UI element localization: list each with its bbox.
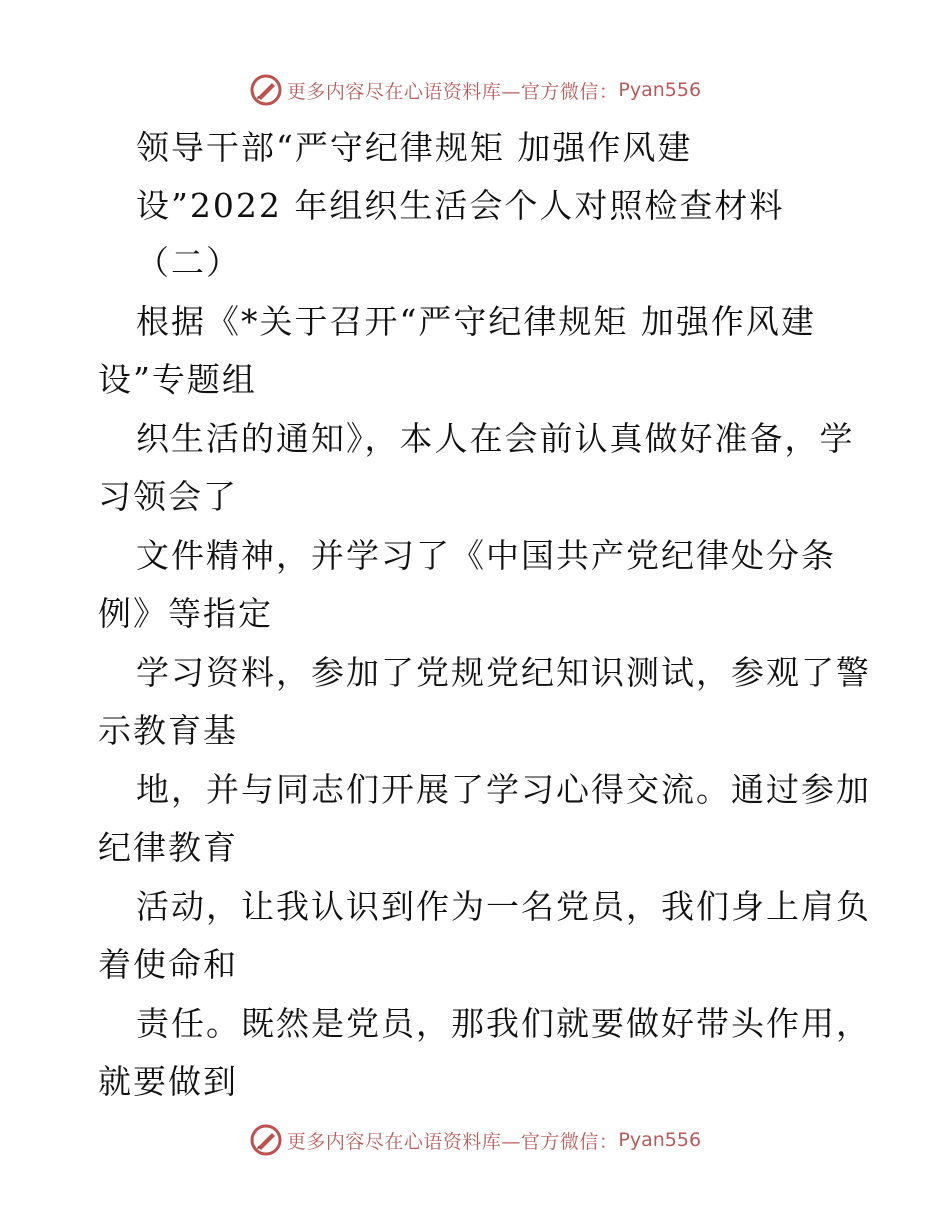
title-line-3: （二）: [136, 243, 241, 282]
header-banner: [0, 70, 950, 110]
body-line: 习领会了: [98, 477, 238, 516]
body-line: 纪律教育: [98, 828, 238, 867]
body-line: 地，并与同志们开展了学习心得交流。通过参加: [136, 770, 871, 809]
body-line: 设”专题组: [98, 360, 257, 399]
body-line: 示教育基: [98, 711, 238, 750]
banner-text: 更多内容尽在心语资料库—官方微信：: [286, 80, 619, 103]
title-line-1: 领导干部“严守纪律规矩 加强作风建: [136, 128, 693, 167]
body-line: 文件精神，并学习了《中国共产党纪律处分条: [136, 536, 836, 575]
body-line: 责任。既然是党员，那我们就要做好带头作用，: [136, 1004, 871, 1043]
body-line: 例》等指定: [98, 594, 273, 633]
title-line-2: 设”2022 年组织生活会个人对照检查材料: [136, 186, 785, 225]
pen-logo-icon: [249, 73, 283, 107]
banner-text: 更多内容尽在心语资料库—官方微信：: [286, 1130, 619, 1153]
body-line: 织生活的通知》，本人在会前认真做好准备，学: [136, 419, 855, 458]
footer-banner: [0, 1120, 950, 1160]
body-line: 学习资料，参加了党规党纪知识测试，参观了警: [136, 653, 871, 692]
body-line: 根据《*关于召开“严守纪律规矩 加强作风建: [136, 302, 816, 341]
body-line: 着使命和: [98, 945, 238, 984]
pen-logo-icon: [249, 1123, 283, 1157]
body-line: 就要做到: [98, 1062, 238, 1101]
body-line: 活动，让我认识到作为一名党员，我们身上肩负: [136, 887, 871, 926]
banner-wechat-id: Pyan556: [618, 79, 702, 101]
banner-wechat-id: Pyan556: [618, 1129, 702, 1151]
